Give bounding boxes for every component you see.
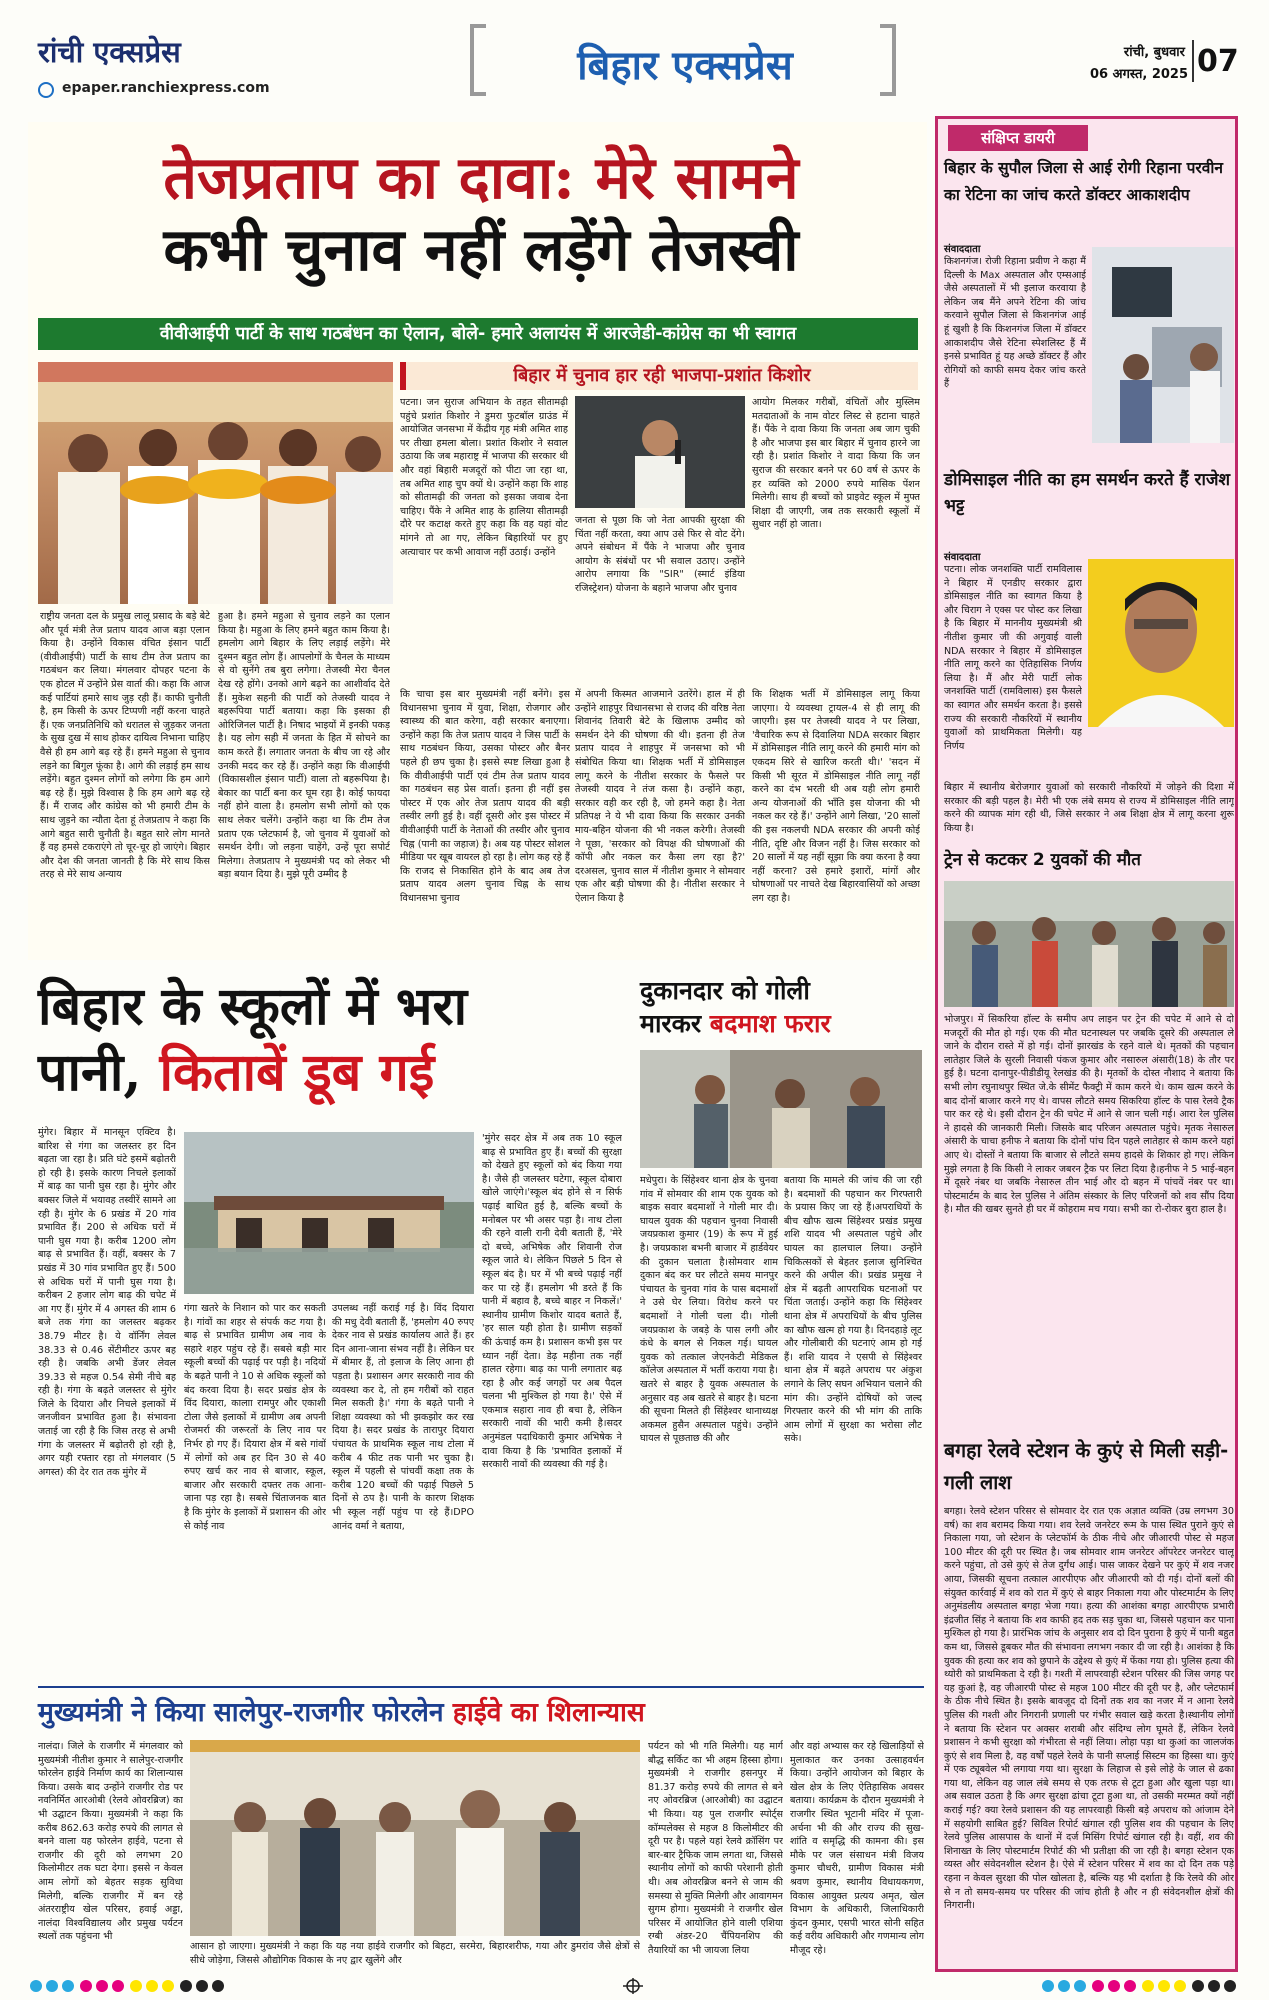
- sidebar-s2-body-top: पटना। लोक जनशक्ति पार्टी रामविलास ने बिहार में एनडीए सरकार द्वारा डोमिसाइल नीति का स्वागत किया है और चिराग ने एक्स पर पोस्ट कर लिखा है कि बिहार में माननीय मुख्यमंत्री श्री नीतीश कुमार जी की अगुवाई वाली NDA सरकार ने बिहार में डोमिसाइल नीति लागू करने का ऐतिहासिक निर्णय लिया है। मैं और मेरी पार्टी लोक जनशक्ति पार्टी (रामविलास) इस फैसले का स्वागत और समर्थन करता है। इससे राज्य की सरकारी नौकरियों में स्थानीय युवाओं को प्राथमिकता मिलेगी। यह निर्णय: [944, 564, 1082, 752]
- city-day: रांची, बुधवार: [1123, 45, 1185, 60]
- pk-photo-illustration: [575, 396, 745, 508]
- section-title: बिहार एक्सप्रेस: [577, 42, 793, 89]
- registration-marks: [28, 1978, 1238, 1994]
- lead-photo-illustration: [38, 362, 393, 604]
- shop-headline-line1: दुकानदार को गोली: [640, 976, 810, 1005]
- pk-body-col4: में अपनी किस्मत आजमाने उतरेंगे। हाल में ही उन्होंने शाहपुर विधानसभा से राजद की वरिष्ठ नेता शिवानंद तिवारी बेटे के खिलाफ उम्मीद को समर्थन देने की घोषणा की थी। इतना ही तेज प्रताप यादव ने शाहपुर में जनसभा को भी संबोधित किया था। शिक्षक भर्ती में डोमिसाइल लागू करने के नीतीश सरकार के फैसले पर तेजस्वी यादव ने तंज कसा है। उन्होंने कहा, सरकार वही कर रही है, जो हमने कहा है। नेता प्रतिपक्ष ने ये भी दावा किया कि सरकार उनकी माय-बहिन योजना की भी नकल करेगी। तेजस्वी ने पूछा, 'सरकार को विपक्ष की घोषणाओं की कॉपी और नकल कर कैसा लग रहा है?' दरअसल, चुनाव साल में नीतीश कुमार ने सोमवार एक और बड़ी घोषणा की है। नीतीश सरकार ने ऐलान किया है: [575, 689, 745, 904]
- sidebar-s3-headline: ट्रेन से कटकर 2 युवकों की मौत: [944, 850, 1141, 870]
- schools-body-col2: गंगा खतरे के निशान को पार कर सकती है। गांवों का शहर से संपर्क कट गया है। बाढ़ से प्रभावित ग्रामीण अब नाव के सहारे शहर पहुंच रहे हैं। सबसे बड़ी मार स्कूली बच्चों की पढ़ाई पर पड़ी है। नदियों के बढ़ते पानी ने 10 से अधिक स्कूलों को बंद करवा दिया है। सदर प्रखंड क्षेत्र के विंद दियारा, कालाा रामपुर और एकाशी टोला जैसे इलाकों में ग्रामीण अब अपनी रोजमर्रा की जरूरतों के लिए नाव पर निर्भर हो गए हैं। दियारा क्षेत्र में बसे गांवों में लोगों को अब हर दिन 30 से 40 रुपए खर्च कर नाव से बाजार, स्कूल, बाजार और सरकारी दफ्तर तक आना-जाना पड़ रहा है। सबसे चिंताजनक बात है कि मुंगेर के इलाकों में प्रशासन की ओर से कोई नाव: [184, 1303, 326, 1532]
- schools-headline-line2: पानी, किताबें डूब गई: [38, 1042, 435, 1103]
- globe-icon: [38, 82, 54, 98]
- sidebar-s4-headline: बगहा रेलवे स्टेशन के कुएं से मिली सड़ी-गली लाश: [944, 1439, 1229, 1494]
- shop-story: [634, 968, 927, 1676]
- pk-body-col5: कि शिक्षक भर्ती में डोमिसाइल लागू किया जाएगा। ये व्यवस्था ट्रायल-4 से ही लागू की जाएगी। इस पर तेजस्वी यादव ने पर लिखा, 'वैचारिक रूप से दिवालिया NDA सरकार बिहार में डोमिसाइल नीति लागू करने की हमारी मांग को एकदम सिरे से खारिज करती थी।' 'सदन में किसी भी सूरत में डोमिसाइल नीति लागू नहीं करने का दंभ भरती थी अब यही लोग हमारी अन्य योजनाओं की भाँति इस योजना की भी नकल कर रहे हैं।' उन्होंने आगे लिखा, '20 सालों की इस नकलची NDA सरकार की अपनी कोई नीति, दृष्टि और विजन नहीं है। जिस सरकार को 20 सालों में यह नहीं सूझा कि क्या करना है क्या नहीं करना? उसे हमारे इशारों, मांगों और घोषणाओं पर नाचते देख बिहारवासियों को अच्छा लग रहा है।: [752, 689, 920, 904]
- sidebar-s2-portrait: [1088, 559, 1234, 727]
- cm-photo-illustration: [190, 1740, 640, 1936]
- cm-body-col1: नालंदा। जिले के राजगीर में मंगलवार को मुख्यमंत्री नीतीश कुमार ने सालेपुर-राजगीर फोरलेन हाईवे निर्माण कार्य का शिलान्यास किया। उसके बाद उन्होंने राजगीर रोड पर नवनिर्मित आरओबी (रेलवे ओवरब्रिज) का भी उद्घाटन किया। मुख्यमंत्री ने कहा कि करीब 862.63 करोड़ रुपये की लागत से बनने वाला यह फोरलेन हाईवे, पटना से राजगीर की दूरी को लगभग 20 किलोमीटर तक घटा देगा। इससे न केवल आम लोगों को बेहतर सड़क सुविधा मिलेगी, बल्कि राजगीर में बन रहे अंतरराष्ट्रीय खेल परिसर, हवाई अड्डा, नालंदा विश्वविद्यालय और प्रमुख पर्यटन स्थलों तक पहुंचना भी: [38, 1741, 183, 1943]
- lead-strap: वीवीआईपी पार्टी के साथ गठबंधन का ऐलान, बोले- हमारे अलायंस में आरजेडी-कांग्रेस का भी स्वागत: [38, 318, 918, 350]
- shop-headline-line2: मारकर बदमाश फरार: [640, 1009, 831, 1038]
- shop-headline: [640, 974, 930, 1040]
- lead-body-col3: कि चाचा इस बार मुख्यमंत्री नहीं बनेंगे। इस विधानसभा चुनाव में युवा, शिक्षा, रोजगार और स्वास्थ्य की बात करेगा, वही सरकार बनाएगा। उन्होंने कहा कि तेज प्रताप यादव ने जिस पार्टी के साथ गठबंधन किया, उसका पोस्टर और बैनर पहले ही छप चुका है। इससे स्पष्ट लिखा हुआ है कि वीवीआईपी पार्टी एवं टीम तेज प्रताप यादव का गठबंधन सह प्रेस वार्ता। इतना ही नहीं इस पोस्टर में एक ओर तेज प्रताप यादव की बड़ी तस्वीर लगी हुई है। वहीं दूसरी ओर इस पोस्टर में वीवीआईपी पार्टी के नेताओं की तस्वीर और चुनाव चिह्न (पानी का जहाज) है। अब यह पोस्टर सोशल मीडिया पर खूब वायरल हो रहा है। लोग कह रहे हैं कि राजद से निकासित होने के बाद अब तेज प्रताप यादव अलग चुनाव चिह्न के साथ विधानसभा चुनाव: [400, 689, 570, 904]
- lead-headline-line2: कभी चुनाव नहीं लड़ेंगे तेजस्वी: [163, 215, 799, 284]
- sidebar-header: संक्षिप्त डायरी: [948, 125, 1088, 151]
- cm-caption: आसान हो जाएगा। मुख्यमंत्री ने कहा कि यह नया हाईवे राजगीर को बिहटा, सरमेरा, बिहारशरीफ, गया और डुमरांव जैसे क्षेत्रों से सीधे जोड़ेगा, जिससे औद्योगिक विकास के नए द्वार खुलेंगे और: [190, 1941, 640, 1966]
- sidebar-s1-dateline: संवाददाता: [944, 244, 981, 255]
- cm-headline-b: हाईवे का शिलान्यास: [452, 1697, 645, 1728]
- lead-headline: [36, 142, 926, 286]
- sidebar-s3-photo: [944, 881, 1234, 1007]
- sidebar-s1-photo: [1092, 247, 1234, 443]
- cm-photo: [190, 1740, 640, 1936]
- shop-body-col2: बताया कि मामले की जांच की जा रही है। बदमाशों की पहचान कर गिरफ्तारी के प्रयास किए जा रहे हैं।अपराधियों के बीच खौफ खत्म सिंहेश्वर प्रखंड प्रमुख शशि यादव भी अस्पताल पहुंचे और घायल का हालचाल लिया। उन्होंने चिकित्सकों से बेहतर इलाज सुनिश्चित करने की अपील की। प्रखंड प्रमुख ने क्षेत्र में बढ़ती आपराधिक घटनाओं पर चिंता जताई। उन्होंने कहा कि सिंहेश्वर थाना क्षेत्र में अपराधियों के बीच पुलिस का खौफ खत्म हो गया है। दिनदहाड़े लूट और गोलीबारी की घटनाएं आम हो गई हैं। शशि यादव ने एसपी से सिंहेश्वर थाना क्षेत्र में बढ़ते अपराध पर अंकुश लगाने के लिए सघन अभियान चलाने की मांग की। उन्होंने दोषियों को जल्द गिरफ्तार करने की भी मांग की ताकि आम लोगों में सुरक्षा का भरोसा लौट सके।: [784, 1175, 922, 1445]
- cm-headline-a: मुख्यमंत्री ने किया सालेपुर-राजगीर फोरलेन: [38, 1697, 444, 1728]
- schools-body-col3: उपलब्ध नहीं कराई गई है। विंद दियारा की मधु देवी बताती हैं, 'हमलोग 40 रुपए देकर नाव से प्रखंड कार्यालय आते हैं। हर दिन आना-जाना संभव नहीं है। लेकिन घर में बीमार हैं, तो इलाज के लिए आना ही पड़ता है। प्रशासन अगर सरकारी नाव की व्यवस्था कर दे, तो हम गरीबों को राहत मिल सकती है।' गंगा के बढ़ते पानी ने शिक्षा व्यवस्था को भी झकझोर कर रख दिया है। सदर प्रखंड के तारापुर दियारा पंचायत के प्राथमिक स्कूल नाथ टोला में करीब 4 फीट तक पानी भर चुका है। स्कूल में पहली से पांचवीं कक्षा तक के करीब 120 बच्चों की पढ़ाई पिछले 5 दिनों से ठप है। पानी के कारण शिक्षक भी स्कूल नहीं पहुंच पा रहे हैं।DPO आनंद वर्मा ने बताया,: [332, 1303, 474, 1532]
- sidebar-s2-body-bottom: बिहार में स्थानीय बेरोजगार युवाओं को सरकारी नौकरियों में जोड़ने की दिशा में सरकार की बड़ी पहल है। मेरी भी एक लंबे समय से राज्य में डोमिसाइल नीति लागू करने की व्यापक मांग रही थी, जिसे सरकार ने अब शिक्षा क्षेत्र में लागू करना शुरू किया है।: [944, 782, 1234, 834]
- sidebar-s3-photo-illustration: [944, 881, 1234, 1007]
- shop-photo-illustration: [640, 1050, 922, 1168]
- masthead: [0, 0, 1269, 100]
- cm-story: [28, 1684, 927, 1970]
- section-bracket-left: [470, 24, 486, 96]
- sidebar-s1-headline: बिहार के सुपौल जिला से आई रोगी रिहाना परवीन का रेटिना का जांच करते डॉक्टर आकाशदीप: [944, 159, 1223, 204]
- sidebar-s1-body: किशनगंज। रोजी रिहाना प्रवीण ने कहा मैं दिल्ली के Max अस्पताल और एम्सआई जैसे अस्पतालों में भी इलाज करवाया है लेकिन जब मैंने अपने रेटिना की जांच करवाने सुपौल जिला से किशनगंज आई हूं खुशी है कि किशनगंज जिला में डॉक्टर आकाशदीप जैसे रेटिना स्पेशलिस्ट हैं मैं इनसे प्रभावित हूं यह अच्छे डॉक्टर हैं और रोगियों को काफी समय देकर जांच करते हैं: [944, 256, 1086, 390]
- cm-body-col2: पर्यटन को भी गति मिलेगी। यह मार्ग बौद्ध सर्किट का भी अहम हिस्सा होगा।मुख्यमंत्री ने राजगीर हसनपुर में 81.37 करोड़ रुपये की लागत से बने नए ओवरब्रिज (आरओबी) का उद्घाटन भी किया। यह पुल राजगीर स्पोर्ट्स कॉम्पलेक्स से महज 8 किलोमीटर की दूरी पर है। पहले यहां रेलवे क्रॉसिंग पर बार-बार ट्रैफिक जाम लगता था, जिससे स्थानीय लोगों को काफी परेशानी होती थी। अब ओवरब्रिज बनने से जाम की समस्या से मुक्ति मिलेगी और आवागमन सुगम होगा। मुख्यमंत्री ने राजगीर खेल परिसर में आयोजित होने वाली एशिया रग्बी अंडर-20 चैंपियनशिप की तैयारियों का भी जायजा लिया: [648, 1741, 783, 1956]
- pk-body-col2: जनता से पूछा कि जो नेता आपकी सुरक्षा की चिंता नहीं करता, क्या आप उसे फिर से वोट देंगे। अपने संबोधन में पैंके ने भाजपा और चुनाव आयोग के संबंधों पर भी सवाल उठाए। उन्होंने आरोप लगाया कि "SIR" (स्मार्ट इंडिया रजिस्ट्रेशन) योजना के बहाने भाजपा और चुनाव: [575, 515, 745, 594]
- sidebar-s1-photo-illustration: [1092, 247, 1234, 443]
- schools-headline-line1: बिहार के स्कूलों में भरा: [38, 976, 468, 1037]
- epaper-url[interactable]: epaper.ranchiexpress.com: [62, 80, 270, 96]
- sidebar: [935, 116, 1238, 1972]
- cm-headline: [38, 1694, 928, 1732]
- lead-body-col1: राष्ट्रीय जनता दल के प्रमुख लालू प्रसाद के बड़े बेटे और पूर्व मंत्री तेज प्रताप यादव आज बड़ा एलान किया है। उन्होंने विकास वंचित इंसान पार्टी (वीवीआईपी) पार्टी के साथ टीम तेज प्रताप का गठबंधन कर लिया। मंगलवार दोपहर पटना के एक होटल में उन्होंने प्रेस वार्ता की। कहा कि आज कई पार्टियां हमारे साथ जुड़ रही हैं। काफी चुनौती है, हम किसी के ऊपर टिप्पणी नहीं करना चाहते हैं। एक जनप्रतिनिधि को धरातल से जुड़कर जनता के सुख दुख में साथ होकर दायित्व निभाना चाहिए वैसे ही हम आगे बढ़ रहे हैं। हमने महुआ से चुनाव लड़ने का बिगुल फूंका है। आगे की लड़ाई हम साथ लड़ेंगे। बहुत दुश्मन लोगों को लगेगा कि हम आगे बढ़ रहे हैं। मुझे विश्वास है कि हम आगे बढ़ रहे हैं। मैं राजद और कांग्रेस को भी हमारी टीम के साथ जुड़ने का न्यौता देता हूं तेजप्रताप ने कहा कि आगे बहुत सारी चुनौती है। बहुत सारे लोग मानते हैं वह हमसे टकराएंगे तो चूर-चूर हो जाएंगे। बिहार और देश की जनता जानती है कि मेरे साथ किस तरह से मेरे साथ अन्याय: [40, 611, 210, 881]
- sidebar-s3-body: भोजपुर। में सिकरिया हॉल्ट के समीप अप लाइन पर ट्रेन की चपेट में आने से दो मजदूरों की मौत हो गई। एक की मौत घटनास्थल पर जबकि दूसरे की अस्पताल ले जाने के दौरान रास्ते में हो गई। दोनों झारखंड के रहने वाले थे। मृतकों की पहचान लातेहार जिले के सुरली निवासी पंकज कुमार और नसारुल अंसारी(18) के तौर पर हुई है। घटना दानापुर-पीडीडीयू रेलखंड की है। मृतकों के दोस्त नौशाद ने बताया कि सभी लोग रघुनाथपुर स्थित जे.के सीमेंट फैक्ट्री में काम करने थे। काम खत्म करने के बाद दोनों बाजार करने गए थे। वापस लौटते समय सिकरिया हॉल्ट के पास रेलवे ट्रैक पार कर रहे थे। इसी दौरान ट्रेन की चपेट में आने से जान चली गई। आरा रेल पुलिस ने हादसे की जानकारी मिली। जिसके बाद परिजन अस्पताल पहुंचे। मृतक नेसारुल अंसारी के चाचा हनीफ ने बताया कि दोनों पांच दिन पहले लातेहार से काम करने यहां आए थे। दोस्तों ने बताया कि बाजार से लौटते समय हादसे के शिकार हो गए। लेकिन मुझे लगता है कि किसी ने लाकर जबरन ट्रैक पर लिटा दिया है।हनीफ ने 5 भाई-बहन में दूसरे नंबर था जबकि नेसारुल तीन भाई और दो बहन में पांचवें नंबर पर था। पोस्टमार्टम के बाद रेल पुलिस ने अंतिम संस्कार के लिए परिजनों को शव सौंप दिया है। मौत की खबर सुनते ही घर में कोहराम मच गया। सभी का रो-रोकर बुरा हाल है।: [944, 1014, 1234, 1216]
- sidebar-s2-dateline: संवाददाता: [944, 552, 981, 563]
- schools-body-col1: मुंगेर। बिहार में मानसून एक्टिव है। बारिश से गंगा का जलस्तर हर दिन बढ़ता जा रहा है। प्रति घंटे इसमें बढ़ोतरी हो रही है। इसके कारण निचले इलाकों में बाढ़ का पानी घुस रहा है। मुंगेर और बक्सर जिले में भयावह तस्वीरें सामने आ रही है। मुंगेर के 6 प्रखंड में 20 गांव प्रभावित हैं। 200 से अधिक घरों में पानी घुस गया है। करीब 1200 लोग बाढ़ से प्रभावित हैं। वहीं, बक्सर के 7 प्रखंड में 30 गांव प्रभावित हुए हैं। 500 से अधिक घरों में पानी घुस गया है। करीबन 2 हजार लोग बाढ़ की चपेट में आ गए हैं। मुंगेर में 4 अगस्त की शाम 6 बजे तक गंगा का जलस्तर बढ़कर 38.79 मीटर है। ये वॉर्निंग लेवल 38.33 से 0.46 सेंटीमीटर ऊपर बह रही है। जबकि अभी डेंजर लेवल 39.33 से महज 0.54 सेमी नीचे बह रही है। गंगा के बढ़ते जलस्तर से मुंगेर जिले के दियारा और निचले इलाकों में जनजीवन प्रभावित हुआ है। संभावना जताई जा रही है कि जिस तरह से अभी गंगा के जलस्तर में बढ़ोतरी हो रही है, अगर यही रफ्तार रहा तो मंगलवार (5 अगस्त) की देर रात तक मुंगेर में: [38, 1127, 176, 1478]
- schools-photo: [184, 1132, 474, 1294]
- pk-banner: बिहार में चुनाव हार रही भाजपा-प्रशांत किशोर: [400, 362, 918, 390]
- lead-photo: [38, 362, 393, 604]
- issue-date: 06 अगस्त, 2025: [1090, 67, 1188, 82]
- schools-body-col4: 'मुंगेर सदर क्षेत्र में अब तक 10 स्कूल बाढ़ से प्रभावित हुए हैं। बच्चों की सुरक्षा को देखते हुए स्कूलों को बंद किया गया है। जैसे ही जलस्तर घटेगा, स्कूल दोबारा खोले जाएंगे।'स्कूल बंद होने से न सिर्फ पढ़ाई बाधित हुई है, बल्कि बच्चों के मनोबल पर भी असर पड़ा है। नाथ टोला की रहने वाली रानी देवी बताती हैं, 'मेरे दो बच्चे, अभिषेक और शिवानी रोज स्कूल जाते थे। लेकिन पिछले 5 दिन से स्कूल बंद है। घर में भी बच्चे पढ़ाई नहीं कर पा रहे हैं। हमलोग भी डरते हैं कि पानी में बहाव है, बच्चे बाहर न निकलें।' स्थानीय ग्रामीण किशोर यादव बताते हैं, 'हर साल यही होता है। ग्रामीण सड़कों की ऊंचाई कम है। प्रशासन कभी इस पर ध्यान नहीं देता। डेढ़ महीना तक नहीं हालत रहेगा। बाढ़ का पानी लगातार बढ़ रहा है और कई जगहों पर अब पैदल चलना भी मुश्किल हो गया है।' ऐसे में एकमात्र सहारा नाव ही बचा है, लेकिन सरकारी नावों की भारी कमी है।सदर अनुमंडल पदाधिकारी कुमार अभिषेक ने दावा किया है कि 'प्रभावित इलाकों में सरकारी नावों की व्यवस्था की गई है।: [482, 1133, 622, 1471]
- schools-story: [28, 968, 627, 1676]
- cm-body-col3: और वहां अभ्यास कर रहे खिलाड़ियों से मुलाकात कर उनका उत्साहवर्धन किया। उन्होंने आयोजन को बिहार के खेल क्षेत्र के लिए ऐतिहासिक अवसर बताया। कार्यक्रम के दौरान मुख्यमंत्री ने राजगीर स्थित भूटानी मंदिर में पूजा-अर्चना भी की और राज्य की सुख-शांति व समृद्धि की कामना की। इस मौके पर जल संसाधन मंत्री विजय कुमार चौधरी, ग्रामीण विकास मंत्री श्रवण कुमार, स्थानीय विधायकगण, विकास आयुक्त प्रत्यय अमृत, खेल विभाग के अधिकारी, जिलाधिकारी कुंदन कुमार, एसपी भारत सोनी सहित कई वरीय अधिकारी और गणमान्य लोग मौजूद रहे।: [790, 1741, 924, 1956]
- sidebar-s2-headline: डोमिसाइल नीति का हम समर्थन करते हैं राजेश भट्ट: [944, 470, 1231, 516]
- sidebar-s2-portrait-illustration: [1088, 559, 1234, 727]
- pk-photo: [575, 396, 745, 508]
- lead-body-col2: हुआ है। हमने महुआ से चुनाव लड़ने का एलान किया है। महुआ के लिए हमने बहुत काम किया है। हमलोग आगे बिहार के लिए लड़ाई लड़ेंगे। मेरे दुश्मन बहुत लोग हैं। आपलोगों के चैनल के माध्यम से वो सुनेंगे तब बुरा लगेगा। तेजस्वी मेरा चैनल देख रहे होंगे। उनको आगे बढ़ने का आशीर्वाद देते हैं। मुकेश सहनी की पार्टी को तेजस्वी यादव ने बहरूपिया पार्टी बताया। कहा कि इसका ही ओरिजिनल पार्टी है। निषाद भाइयों में इनकी पकड़ है। यह लोग सही में जनता के हित में सोचने का काम करते हैं। लगातार जनता के बीच जा रहे और उनकी मदद कर रहे हैं। उन्होंने कहा कि वीआईपी (विकासशील इंसान पार्टी) वाला तो बहरूपिया है। बेकार का पार्टी बना कर घूम रहा है। कोई फायदा नहीं होने वाला है। हमलोग सभी लोगों को एक साथ लेकर चलेंगे। उन्होंने कहा था कि टीम तेज प्रताप एक प्लेटफार्म है, जो चुनाव में युवाओं को समर्थन देगी। जो लड़ना चाहेंगे, उन्हें पूरा सपोर्ट मिलेगा। तेजप्रताप ने मुख्यमंत्री पद को लेकर भी बड़ा बयान दिया है। मुझे पूरी उम्मीद है: [218, 611, 390, 881]
- shop-photo: [640, 1050, 922, 1168]
- brand-logo: रांची एक्सप्रेस: [38, 35, 181, 69]
- shop-body-col1: मधेपुरा। के सिंहेश्वर थाना क्षेत्र के चुनवा गांव में सोमवार की शाम एक युवक को बाइक सवार बदमाशों ने गोली मार दी। घायल युवक की पहचान चुनवा निवासी जयप्रकाश कुमार (19) के रूप में हुई है। जयप्रकाश बभनी बाजार में हार्डवेयर की दुकान चलाता है।सोमवार शाम दुकान बंद कर घर लौटते समय मानपुर पंचायत के चुनवा गांव के पास बदमाशों ने उसे घेर लिया। विरोध करने पर बदमाशों ने गोली चला दी। गोली जयप्रकाश के जबड़े के पास लगी और कंधे के बगल से निकल गई। घायल युवक को तत्काल जेएनकेटी मेडिकल कॉलेज अस्पताल में भर्ती कराया गया है। खतरे से बाहर है युवक अस्पताल के अनुसार वह अब खतरे से बाहर है। घटना की सूचना मिलते ही सिंहेश्वर थानाध्यक्ष अकमल हुसैन अस्पताल पहुंचे। उन्होंने घायल से पूछताछ की और: [640, 1175, 778, 1445]
- pk-body-col3: आयोग मिलकर गरीबों, वंचितों और मुस्लिम मतदाताओं के नाम वोटर लिस्ट से हटाना चाहते हैं। पैंके ने दावा किया कि जनता अब जाग चुकी है और भाजपा इस बार बिहार में चुनाव हारने जा रही है। प्रशांत किशोर ने वादा किया कि जन सुराज की सरकार बनने पर 60 वर्ष से ऊपर के हर व्यक्ति को 2000 रुपये मासिक पेंशन मिलेगी। साथ ही बच्चों को प्राइवेट स्कूल में मुफ्त शिक्षा दी जाएगी, जब तक सरकारी स्कूलों में सुधार नहीं हो जाता।: [752, 397, 920, 531]
- page-divider: [1192, 40, 1194, 82]
- schools-photo-illustration: [184, 1132, 474, 1294]
- lead-headline-line1: तेजप्रताप का दावा: मेरे सामने: [163, 143, 799, 212]
- color-registration-bar: [28, 1978, 1238, 1994]
- section-bracket-right: [880, 24, 896, 96]
- page-number: 07: [1197, 44, 1239, 79]
- pk-body-col1: पटना। जन सुराज अभियान के तहत सीतामढ़ी पहुंचे प्रशांत किशोर ने डुमरा फुटबॉल ग्राउंड में आयोजित जनसभा में केंद्रीय गृह मंत्री अमित शाह पर तीखा हमला बोला। प्रशांत किशोर ने सवाल उठाया कि जब महाराष्ट्र में भाजपा की सरकार थी और वहां बिहारी मजदूरों को पीटा जा रहा था, तब अमित शाह चुप क्यों थे। उन्होंने कहा कि शाह को सीतामढ़ी की जनता को इसका जवाब देना चाहिए। पैंके ने अमित शाह के हालिया सीतामढ़ी दौरे पर कटाक्ष करते हुए कहा कि वह यहां वोट मांगने तो आ गए, लेकिन बिहारियों पर हुए अत्याचार पर कभी आवाज नहीं उठाई। उन्होंने: [400, 397, 568, 558]
- schools-headline: [38, 974, 628, 1106]
- lead-story: [28, 122, 927, 960]
- cm-rule: [38, 1686, 924, 1688]
- sidebar-s4-body: बगहा। रेलवे स्टेशन परिसर से सोमवार देर रात एक अज्ञात व्यक्ति (उम्र लगभग 30 वर्ष) का शव बरामद किया गया। शव रेलवे जनरेटर रूम के पास स्थित पुराने कुएं से निकाला गया, जो स्टेशन के प्लेटफॉर्म के ठीक नीचे और जीआरपी पोस्ट से महज 100 मीटर की दूरी पर स्थित है। जब सोमवार शाम जनरेटर ऑपरेटर जनरेटर चालू करने पहुंचा, तो उसे कुएं से तेज दुर्गंध आई। पास जाकर देखने पर कुएं में शव नजर आया, जिसकी सूचना तत्काल आरपीएफ और जीआरपी को दी गई। दोनों बलों की संयुक्त कार्रवाई में शव को रात में कुएं से बाहर निकाला गया और पोस्टमार्टम के लिए अनुमंडलीय अस्पताल बगहा भेजा गया। हत्या की आशंका बगहा आरपीएफ प्रभारी इंद्रजीत सिंह ने बताया कि शव काफी हद तक सड़ चुका था, जिससे पहचान कर पाना मुश्किल हो गया है। प्रारंभिक जांच के अनुसार शव दो दिन पुराना है कुएं में पानी बहुत कम था, जिससे डूबकर मौत की संभावना लगभग नकार दी जा रही है। आशंका है कि युवक की हत्या कर शव को छुपाने के उद्देश्य से कुएं में फेंका गया हो। पुलिस हत्या की थ्योरी को प्राथमिकता दे रही है। गश्ती में लापरवाही स्टेशन परिसर की जिस जगह पर यह कुआं है, वह जीआरपी पोस्ट से महज 100 मीटर की दूरी पर है, और प्लेटफार्म के ठीक नीचे स्थित है। इसके बावजूद दो दिनों तक शव का नजर में न आना रेलवे पुलिस की गश्ती और निगरानी प्रणाली पर गंभीर सवाल खड़े करता है।स्थानीय लोगों ने बताया कि स्टेशन पर अक्सर शराबी और संदिग्ध लोग घूमते हैं, लेकिन रेलवे प्रशासन ने कभी सुरक्षा को गंभीरता से नहीं लिया। लोहा पड़ा था कुआं का जालजंक कुएं से शव मिला है, वह वर्षों पहले रेलवे के पानी सप्लाई सिस्टम का हिस्सा था। कुएं में एक ट्यूबवेल भी लगाया गया था। सुरक्षा के लिहाज से इसे लोहे के जाल से ढका गया था, लेकिन वह जाल लंबे समय से एक तरफ से टूटा हुआ और खुला पड़ा था।अब सवाल उठता है कि अगर सुरक्षा ढांचा टूटा हुआ था, तो उसकी मरम्मत क्यों नहीं कराई गई? क्या रेलवे प्रशासन की यह लापरवाही किसी बड़े अपराध को आंजाम देने में सहयोगी साबित हुई? सिविल रिपोर्ट खंगाल रही पुलिस शव की पहचान के लिए रेलवे पुलिस आसपास के थानों में दर्ज मिसिंग रिपोर्ट खंगाल रही है। वहीं, शव की शिनाख्त के लिए पोस्टमार्टम रिपोर्ट की भी प्रतीक्षा की जा रही है। बगहा स्टेशन एक व्यस्त और संवेदनशील स्टेशन है। ऐसे में स्टेशन परिसर में शव का दो दिन तक पड़े रहना न केवल सुरक्षा की पोल खोलता है, बल्कि यह भी दर्शाता है कि रेलवे की ओर से न तो समय-समय पर परिसर की जांच होती है और न ही संवेदनशील क्षेत्रों की निगरानी।: [944, 1506, 1234, 1912]
